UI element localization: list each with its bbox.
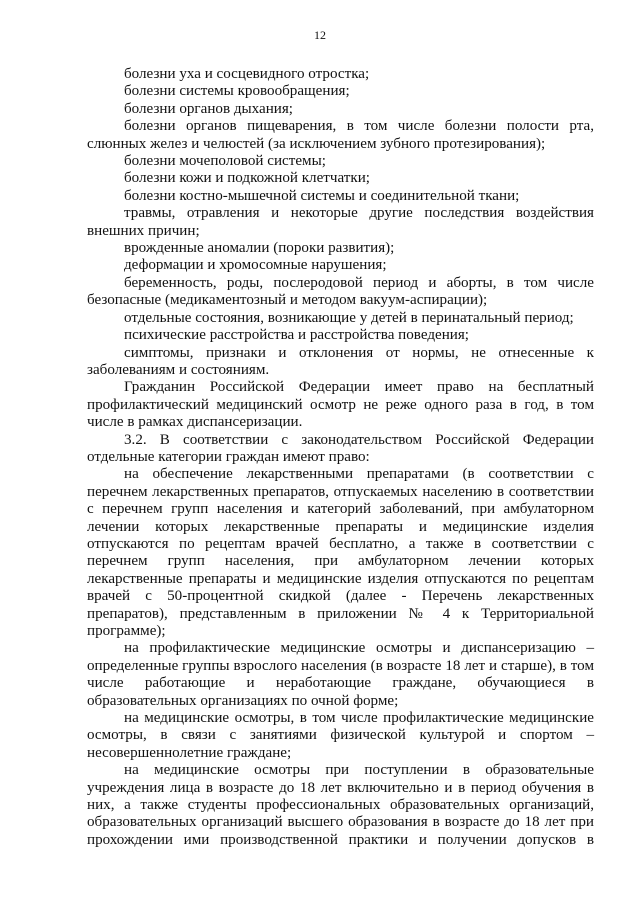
list-item-circulatory-diseases: болезни системы кровообращения; bbox=[124, 83, 350, 100]
list-item-ear-diseases: болезни уха и сосцевидного отростка; bbox=[124, 66, 370, 82]
list-item-musculoskeletal-diseases: болезни костно-мышечной системы и соединительной ткани; bbox=[124, 187, 520, 204]
list-item-symptoms: симптомы, признаки и отклонения от нормы, не отнесенные к заболеваниям и состояниям. bbox=[87, 344, 594, 378]
list-item-respiratory-diseases: болезни органов дыхания; bbox=[124, 100, 294, 117]
paragraph-preventive-exams-adults: на профилактические медицинские осмотры и диспансеризацию – определенные группы взрослого населения (в возрасте 18 лет и старше), в том числе работающие и неработающие граждане, обучающиеся в образовательных организациях по очной форме; bbox=[87, 640, 594, 709]
list-item-chromosomal-disorders: деформации и хромосомные нарушения; bbox=[124, 257, 387, 274]
list-item-digestive-diseases: болезни органов пищеварения, в том числе болезни полости рта, слюнных желез и челюстей (за исключением зубного протезирования); bbox=[87, 118, 594, 152]
page-number: 12 bbox=[314, 28, 326, 42]
list-item-congenital-anomalies: врожденные аномалии (пороки развития); bbox=[124, 240, 395, 257]
list-item-skin-diseases: болезни кожи и подкожной клетчатки; bbox=[124, 170, 370, 187]
paragraph-medication-provision: на обеспечение лекарственными препаратами (в соответствии с перечнем лекарственных препаратов, отпускаемых населению в соответствии с перечнем групп населения и категорий заболеваний, при амбулаторном лечении которых лекарственные препараты и медицинские изделия отпускаются по рецептам врачей бесплатно, а также в соответствии с перечнем групп населения, при амбулаторном лечении которых лекарственные препараты и медицинские изделия отпускаются по рецептам врачей с 50-процентной скидкой (далее - Перечень лекарственных препаратов), представленным в приложении № 4 к Территориальной программе); bbox=[87, 466, 594, 639]
list-item-injuries-poisoning: травмы, отравления и некоторые другие последствия воздействия внешних причин; bbox=[87, 205, 594, 239]
list-item-pregnancy: беременность, роды, послеродовой период и аборты, в том числе безопасные (медикаментозный и методом вакуум-аспирации); bbox=[87, 274, 594, 309]
paragraph-exams-education: на медицинские осмотры при поступлении в образовательные учреждения лица в возрасте до 18 лет включительно и в период обучения в них, а также студенты профессиональных образовательных организаций, образовательных организаций высшего образования в возрасте до 18 лет при прохождении ими производственной практики и получении допусков в bbox=[87, 762, 594, 848]
list-item-perinatal-conditions: отдельные состояния, возникающие у детей в перинатальный период; bbox=[124, 309, 574, 326]
document-body bbox=[87, 66, 594, 849]
paragraph-preventive-checkup-right: Гражданин Российской Федерации имеет право на бесплатный профилактический медицинский осмотр не реже одного раза в год, в том числе в рамках диспансеризации. bbox=[87, 379, 594, 431]
list-item-genitourinary-diseases: болезни мочеполовой системы; bbox=[124, 153, 326, 170]
list-item-mental-disorders: психические расстройства и расстройства поведения; bbox=[124, 327, 469, 344]
paragraph-section-3-2: 3.2. В соответствии с законодательством Российской Федерации отдельные категории граждан имеют право: bbox=[87, 431, 594, 465]
paragraph-exams-minors-sports: на медицинские осмотры, в том числе профилактические медицинские осмотры, в связи с занятиями физической культурой и спортом – несовершеннолетние граждане; bbox=[87, 710, 594, 761]
